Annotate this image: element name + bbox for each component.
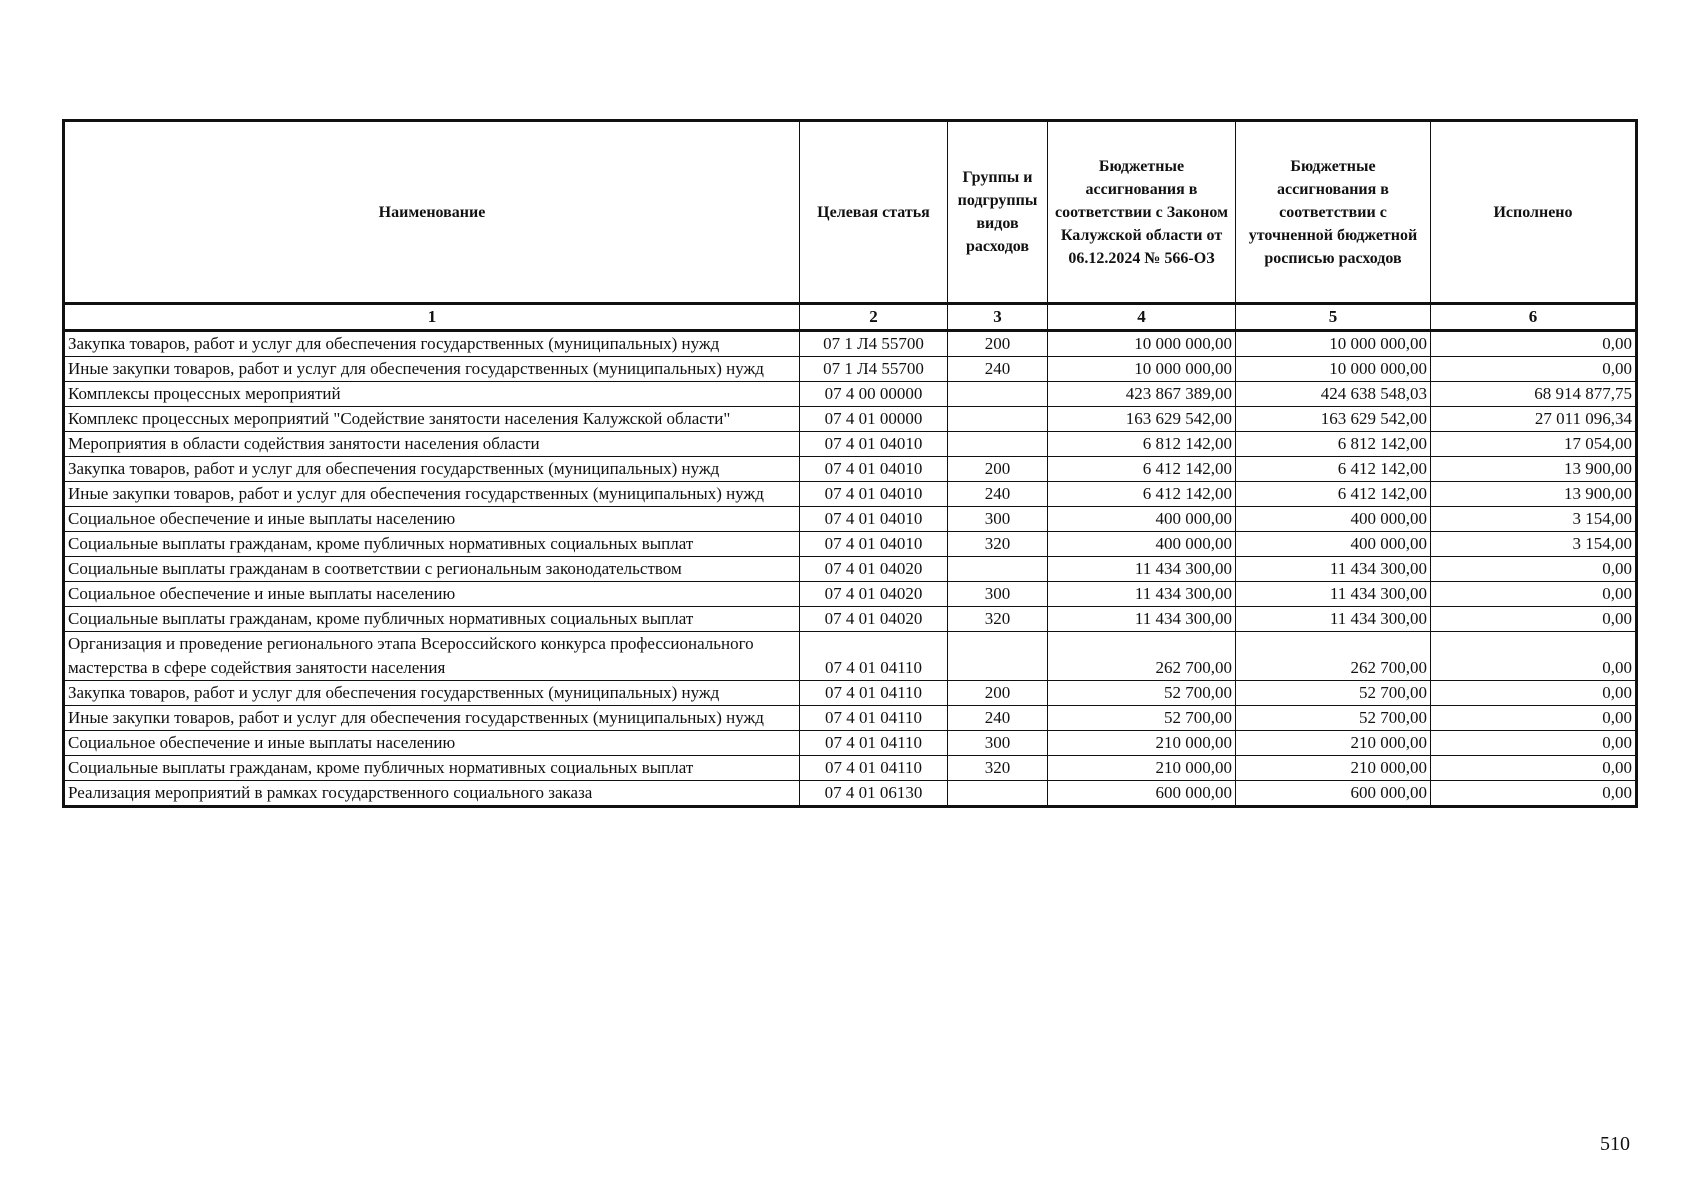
budget-table: [62, 119, 1638, 808]
row-target-article: 07 4 00 00000: [800, 382, 948, 407]
row-law-amount: 6 812 142,00: [1048, 432, 1236, 457]
row-target-article: 07 4 01 04110: [800, 706, 948, 731]
row-law-amount: 163 629 542,00: [1048, 407, 1236, 432]
column-number: 1: [64, 304, 800, 331]
header-executed: Исполнено: [1431, 121, 1637, 304]
table-row: [64, 582, 1637, 607]
row-target-article: 07 4 01 04110: [800, 731, 948, 756]
row-expense-group: 240: [948, 482, 1048, 507]
row-expense-group: [948, 432, 1048, 457]
row-name: Закупка товаров, работ и услуг для обеспечения государственных (муниципальных) нужд: [64, 457, 800, 482]
row-law-amount: 52 700,00: [1048, 681, 1236, 706]
row-law-amount: 11 434 300,00: [1048, 607, 1236, 632]
header-expense-groups: Группы и подгруппы видов расходов: [948, 121, 1048, 304]
row-refined-amount: 11 434 300,00: [1236, 557, 1431, 582]
row-expense-group: [948, 632, 1048, 681]
row-executed-amount: 0,00: [1431, 357, 1637, 382]
table-row: [64, 507, 1637, 532]
row-refined-amount: 400 000,00: [1236, 507, 1431, 532]
row-target-article: 07 4 01 04010: [800, 432, 948, 457]
row-refined-amount: 163 629 542,00: [1236, 407, 1431, 432]
header-name: Наименование: [64, 121, 800, 304]
row-refined-amount: 10 000 000,00: [1236, 331, 1431, 357]
row-expense-group: [948, 557, 1048, 582]
header-row: [64, 121, 1637, 304]
row-executed-amount: 3 154,00: [1431, 532, 1637, 557]
row-refined-amount: 11 434 300,00: [1236, 607, 1431, 632]
table-row: [64, 781, 1637, 807]
row-law-amount: 210 000,00: [1048, 756, 1236, 781]
row-expense-group: [948, 781, 1048, 807]
row-expense-group: 240: [948, 706, 1048, 731]
row-name: Социальное обеспечение и иные выплаты населению: [64, 731, 800, 756]
row-executed-amount: 68 914 877,75: [1431, 382, 1637, 407]
row-law-amount: 11 434 300,00: [1048, 582, 1236, 607]
row-target-article: 07 4 01 00000: [800, 407, 948, 432]
row-law-amount: 10 000 000,00: [1048, 357, 1236, 382]
row-name: Социальные выплаты гражданам, кроме публичных нормативных социальных выплат: [64, 756, 800, 781]
row-target-article: 07 4 01 04110: [800, 681, 948, 706]
row-name: Социальные выплаты гражданам, кроме публичных нормативных социальных выплат: [64, 532, 800, 557]
row-expense-group: 300: [948, 582, 1048, 607]
row-executed-amount: 13 900,00: [1431, 482, 1637, 507]
row-law-amount: 262 700,00: [1048, 632, 1236, 681]
row-expense-group: 200: [948, 457, 1048, 482]
column-number: 4: [1048, 304, 1236, 331]
row-expense-group: 300: [948, 507, 1048, 532]
row-executed-amount: 0,00: [1431, 781, 1637, 807]
row-law-amount: 6 412 142,00: [1048, 482, 1236, 507]
row-expense-group: 320: [948, 607, 1048, 632]
table-row: [64, 482, 1637, 507]
table-row: [64, 432, 1637, 457]
row-executed-amount: 27 011 096,34: [1431, 407, 1637, 432]
column-number: 5: [1236, 304, 1431, 331]
row-name: Иные закупки товаров, работ и услуг для обеспечения государственных (муниципальных) нужд: [64, 706, 800, 731]
row-executed-amount: 13 900,00: [1431, 457, 1637, 482]
row-name: Иные закупки товаров, работ и услуг для обеспечения государственных (муниципальных) нужд: [64, 357, 800, 382]
table-row: [64, 457, 1637, 482]
row-refined-amount: 6 412 142,00: [1236, 482, 1431, 507]
row-name: Закупка товаров, работ и услуг для обеспечения государственных (муниципальных) нужд: [64, 331, 800, 357]
column-number: 3: [948, 304, 1048, 331]
table-row: [64, 331, 1637, 357]
table-row: [64, 756, 1637, 781]
table-row: [64, 632, 1637, 681]
row-target-article: 07 1 Л4 55700: [800, 331, 948, 357]
table-row: [64, 607, 1637, 632]
row-target-article: 07 4 01 04010: [800, 482, 948, 507]
table-body: [64, 331, 1637, 807]
table-row: [64, 532, 1637, 557]
row-expense-group: 200: [948, 331, 1048, 357]
table-row: [64, 407, 1637, 432]
column-number: 6: [1431, 304, 1637, 331]
table-row: [64, 681, 1637, 706]
row-law-amount: 400 000,00: [1048, 507, 1236, 532]
row-target-article: 07 4 01 04010: [800, 507, 948, 532]
row-refined-amount: 262 700,00: [1236, 632, 1431, 681]
table-row: [64, 382, 1637, 407]
row-refined-amount: 52 700,00: [1236, 706, 1431, 731]
column-number-row: [64, 304, 1637, 331]
row-expense-group: 300: [948, 731, 1048, 756]
row-target-article: 07 4 01 04010: [800, 532, 948, 557]
row-target-article: 07 4 01 06130: [800, 781, 948, 807]
row-refined-amount: 210 000,00: [1236, 756, 1431, 781]
column-number: 2: [800, 304, 948, 331]
row-refined-amount: 6 812 142,00: [1236, 432, 1431, 457]
row-executed-amount: 0,00: [1431, 756, 1637, 781]
page-number: 510: [1600, 1133, 1630, 1155]
row-target-article: 07 4 01 04110: [800, 632, 948, 681]
header-refined-allocations: Бюджетные ассигнования в соответствии с уточненной бюджетной росписью расходов: [1236, 121, 1431, 304]
row-law-amount: 52 700,00: [1048, 706, 1236, 731]
row-executed-amount: 0,00: [1431, 331, 1637, 357]
row-expense-group: [948, 407, 1048, 432]
row-law-amount: 423 867 389,00: [1048, 382, 1236, 407]
row-executed-amount: 0,00: [1431, 557, 1637, 582]
row-target-article: 07 4 01 04020: [800, 607, 948, 632]
table-row: [64, 357, 1637, 382]
row-name: Социальное обеспечение и иные выплаты населению: [64, 507, 800, 532]
row-law-amount: 210 000,00: [1048, 731, 1236, 756]
row-law-amount: 6 412 142,00: [1048, 457, 1236, 482]
header-target-article: Целевая статья: [800, 121, 948, 304]
row-target-article: 07 1 Л4 55700: [800, 357, 948, 382]
row-executed-amount: 0,00: [1431, 582, 1637, 607]
row-target-article: 07 4 01 04010: [800, 457, 948, 482]
row-law-amount: 11 434 300,00: [1048, 557, 1236, 582]
row-law-amount: 10 000 000,00: [1048, 331, 1236, 357]
row-refined-amount: 424 638 548,03: [1236, 382, 1431, 407]
row-name: Комплекс процессных мероприятий "Содействие занятости населения Калужской области": [64, 407, 800, 432]
row-name: Закупка товаров, работ и услуг для обеспечения государственных (муниципальных) нужд: [64, 681, 800, 706]
row-name: Комплексы процессных мероприятий: [64, 382, 800, 407]
row-refined-amount: 400 000,00: [1236, 532, 1431, 557]
row-name: Реализация мероприятий в рамках государственного социального заказа: [64, 781, 800, 807]
row-refined-amount: 52 700,00: [1236, 681, 1431, 706]
table-row: [64, 706, 1637, 731]
row-name: Организация и проведение регионального этапа Всероссийского конкурса профессионального мастерства в сфере содействия занятости населения: [64, 632, 800, 681]
row-expense-group: 320: [948, 756, 1048, 781]
row-refined-amount: 10 000 000,00: [1236, 357, 1431, 382]
row-expense-group: [948, 382, 1048, 407]
row-target-article: 07 4 01 04110: [800, 756, 948, 781]
row-target-article: 07 4 01 04020: [800, 582, 948, 607]
row-executed-amount: 17 054,00: [1431, 432, 1637, 457]
row-refined-amount: 210 000,00: [1236, 731, 1431, 756]
row-name: Иные закупки товаров, работ и услуг для обеспечения государственных (муниципальных) нужд: [64, 482, 800, 507]
row-executed-amount: 0,00: [1431, 706, 1637, 731]
row-expense-group: 240: [948, 357, 1048, 382]
row-refined-amount: 600 000,00: [1236, 781, 1431, 807]
row-name: Социальное обеспечение и иные выплаты населению: [64, 582, 800, 607]
row-expense-group: 200: [948, 681, 1048, 706]
row-refined-amount: 6 412 142,00: [1236, 457, 1431, 482]
row-executed-amount: 0,00: [1431, 731, 1637, 756]
row-executed-amount: 0,00: [1431, 681, 1637, 706]
row-name: Социальные выплаты гражданам, кроме публичных нормативных социальных выплат: [64, 607, 800, 632]
row-law-amount: 400 000,00: [1048, 532, 1236, 557]
table-row: [64, 731, 1637, 756]
row-executed-amount: 0,00: [1431, 632, 1637, 681]
row-refined-amount: 11 434 300,00: [1236, 582, 1431, 607]
row-expense-group: 320: [948, 532, 1048, 557]
row-executed-amount: 0,00: [1431, 607, 1637, 632]
row-law-amount: 600 000,00: [1048, 781, 1236, 807]
table-row: [64, 557, 1637, 582]
row-name: Мероприятия в области содействия занятости населения области: [64, 432, 800, 457]
header-law-allocations: Бюджетные ассигнования в соответствии с Законом Калужской области от 06.12.2024 № 566-ОЗ: [1048, 121, 1236, 304]
row-executed-amount: 3 154,00: [1431, 507, 1637, 532]
row-target-article: 07 4 01 04020: [800, 557, 948, 582]
row-name: Социальные выплаты гражданам в соответствии с региональным законодательством: [64, 557, 800, 582]
